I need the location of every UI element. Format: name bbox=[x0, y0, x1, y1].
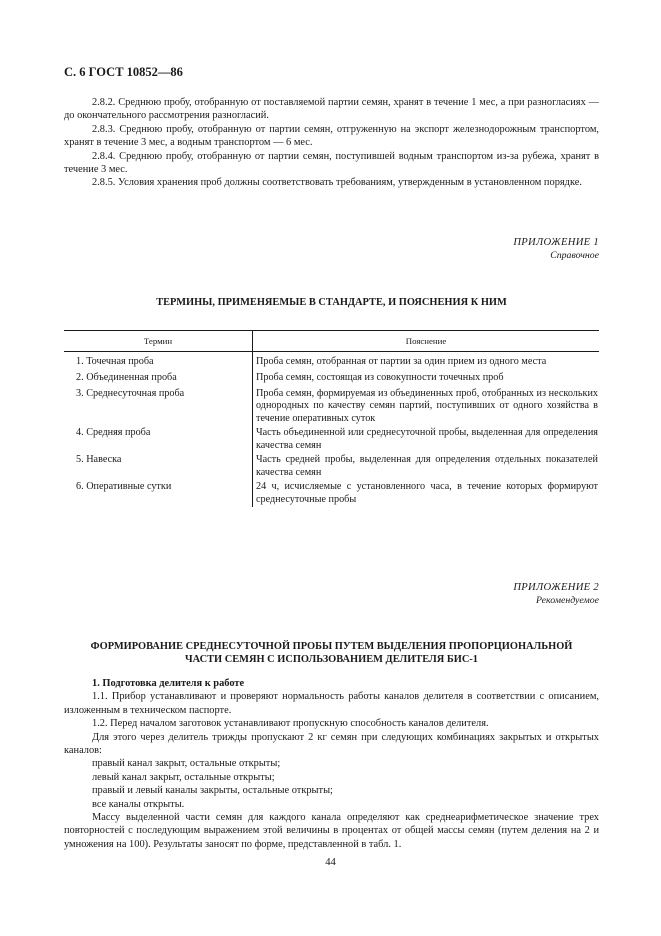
table-row bbox=[64, 479, 599, 507]
term-cell: 5. Навеска bbox=[76, 454, 122, 466]
table-row bbox=[64, 352, 599, 371]
term-cell: 4. Средняя проба bbox=[76, 427, 151, 439]
terms-heading: ТЕРМИНЫ, ПРИМЕНЯЕМЫЕ В СТАНДАРТЕ, И ПОЯСНЕНИЯ К НИМ bbox=[156, 297, 507, 308]
term-cell: 2. Объединенная проба bbox=[76, 372, 177, 383]
list-item: левый канал закрыт, остальные открыты; bbox=[92, 771, 275, 783]
term-cell: 6. Оперативные сутки bbox=[76, 481, 172, 493]
paragraph-mass-calculation: Массу выделенной части семян для каждого канала определяют как среднеарифметическое значение трех повторностей с последующим выражением этой величины в процентах от общей массы семян (путем деления на 2 и умножения на 100). Результаты заносят по форме, представленной в табл. 1. bbox=[64, 812, 599, 850]
explanation-cell: Проба семян, отобранная от партии за один прием из одного места bbox=[253, 352, 600, 371]
explanation-cell: Проба семян, состоящая из совокупности точечных проб bbox=[253, 370, 600, 386]
paragraph-2-8-5: 2.8.5. Условия хранения проб должны соответствовать требованиям, утвержденным в установленном порядке. bbox=[92, 177, 582, 189]
appendix-2-subtitle: Рекомендуемое bbox=[536, 595, 599, 607]
term-cell: 1. Точечная проба bbox=[76, 356, 154, 367]
list-item: правый и левый каналы закрыты, остальные открыты; bbox=[92, 785, 333, 797]
divider-preparation-section bbox=[64, 677, 599, 851]
table-row bbox=[64, 452, 599, 479]
explanation-cell: 24 ч, исчисляемые с установленного часа, в течение которых формируют среднесуточные пробы bbox=[253, 479, 600, 507]
appendix-1-label bbox=[513, 236, 599, 263]
page-header: С. 6 ГОСТ 10852—86 bbox=[64, 65, 183, 79]
table-row bbox=[64, 370, 599, 386]
appendix-2-title: ПРИЛОЖЕНИЕ 2 bbox=[513, 582, 599, 593]
explanation-cell: Проба семян, формируемая из объединенных проб, отобранных из нескольких однородных по качеству семян партий, поступивших от одного хозяйства в течение оперативных суток bbox=[253, 386, 600, 425]
storage-section bbox=[64, 96, 599, 190]
paragraph-2-8-3: 2.8.3. Среднюю пробу, отобранную от партии семян, отгруженную на экспорт железнодорожным транспортом, хранят в течение 3 мес, а водным транспортом — 6 мес. bbox=[64, 123, 599, 149]
explanation-cell: Часть средней пробы, выделенная для определения отдельных показателей качества семян bbox=[253, 452, 600, 479]
formation-heading-line-1: ФОРМИРОВАНИЕ СРЕДНЕСУТОЧНОЙ ПРОБЫ ПУТЕМ ВЫДЕЛЕНИЯ ПРОПОРЦИОНАЛЬНОЙ bbox=[90, 641, 573, 652]
list-item: правый канал закрыт, остальные открыты; bbox=[92, 758, 281, 770]
terms-table bbox=[64, 330, 599, 507]
explanation-cell: Часть объединенной или среднесуточной пробы, выделенная для определения качества семян bbox=[253, 425, 600, 452]
table-row bbox=[64, 425, 599, 452]
paragraph-2-8-4: 2.8.4. Среднюю пробу, отобранную от партии семян, поступившей водным транспортом из-за рубежа, хранят в течение 3 мес. bbox=[64, 150, 599, 176]
paragraph-procedure: Для этого через делитель трижды пропускают 2 кг семян при следующих комбинациях закрытых и открытых каналов: bbox=[64, 731, 599, 757]
appendix-1-title: ПРИЛОЖЕНИЕ 1 bbox=[513, 237, 599, 248]
appendix-2-label bbox=[513, 581, 599, 608]
column-header-explanation: Пояснение bbox=[253, 331, 600, 352]
paragraph-1-1: 1.1. Прибор устанавливают и проверяют нормальность работы каналов делителя в соответствии с описанием, изложенным в техническом паспорте. bbox=[64, 691, 599, 716]
page-number: 44 bbox=[325, 857, 336, 868]
appendix-1-subtitle: Справочное bbox=[550, 250, 599, 262]
table-row bbox=[64, 386, 599, 425]
terms-table-header bbox=[64, 331, 599, 352]
term-cell: 3. Среднесуточная проба bbox=[76, 388, 185, 399]
column-header-term: Термин bbox=[64, 331, 253, 352]
paragraph-2-8-2: 2.8.2. Среднюю пробу, отобранную от поставляемой партии семян, хранят в течение 1 мес, а при разногласиях — до окончательного рассмотрения разногласий. bbox=[64, 97, 599, 122]
formation-heading-line-2: ЧАСТИ СЕМЯН С ИСПОЛЬЗОВАНИЕМ ДЕЛИТЕЛЯ БИС-1 bbox=[185, 654, 478, 665]
section-subheading: 1. Подготовка делителя к работе bbox=[92, 678, 245, 689]
formation-heading bbox=[64, 640, 599, 666]
list-item: все каналы открыты. bbox=[92, 798, 185, 810]
paragraph-1-2: 1.2. Перед началом заготовок устанавливают пропускную способность каналов делителя. bbox=[92, 718, 489, 730]
